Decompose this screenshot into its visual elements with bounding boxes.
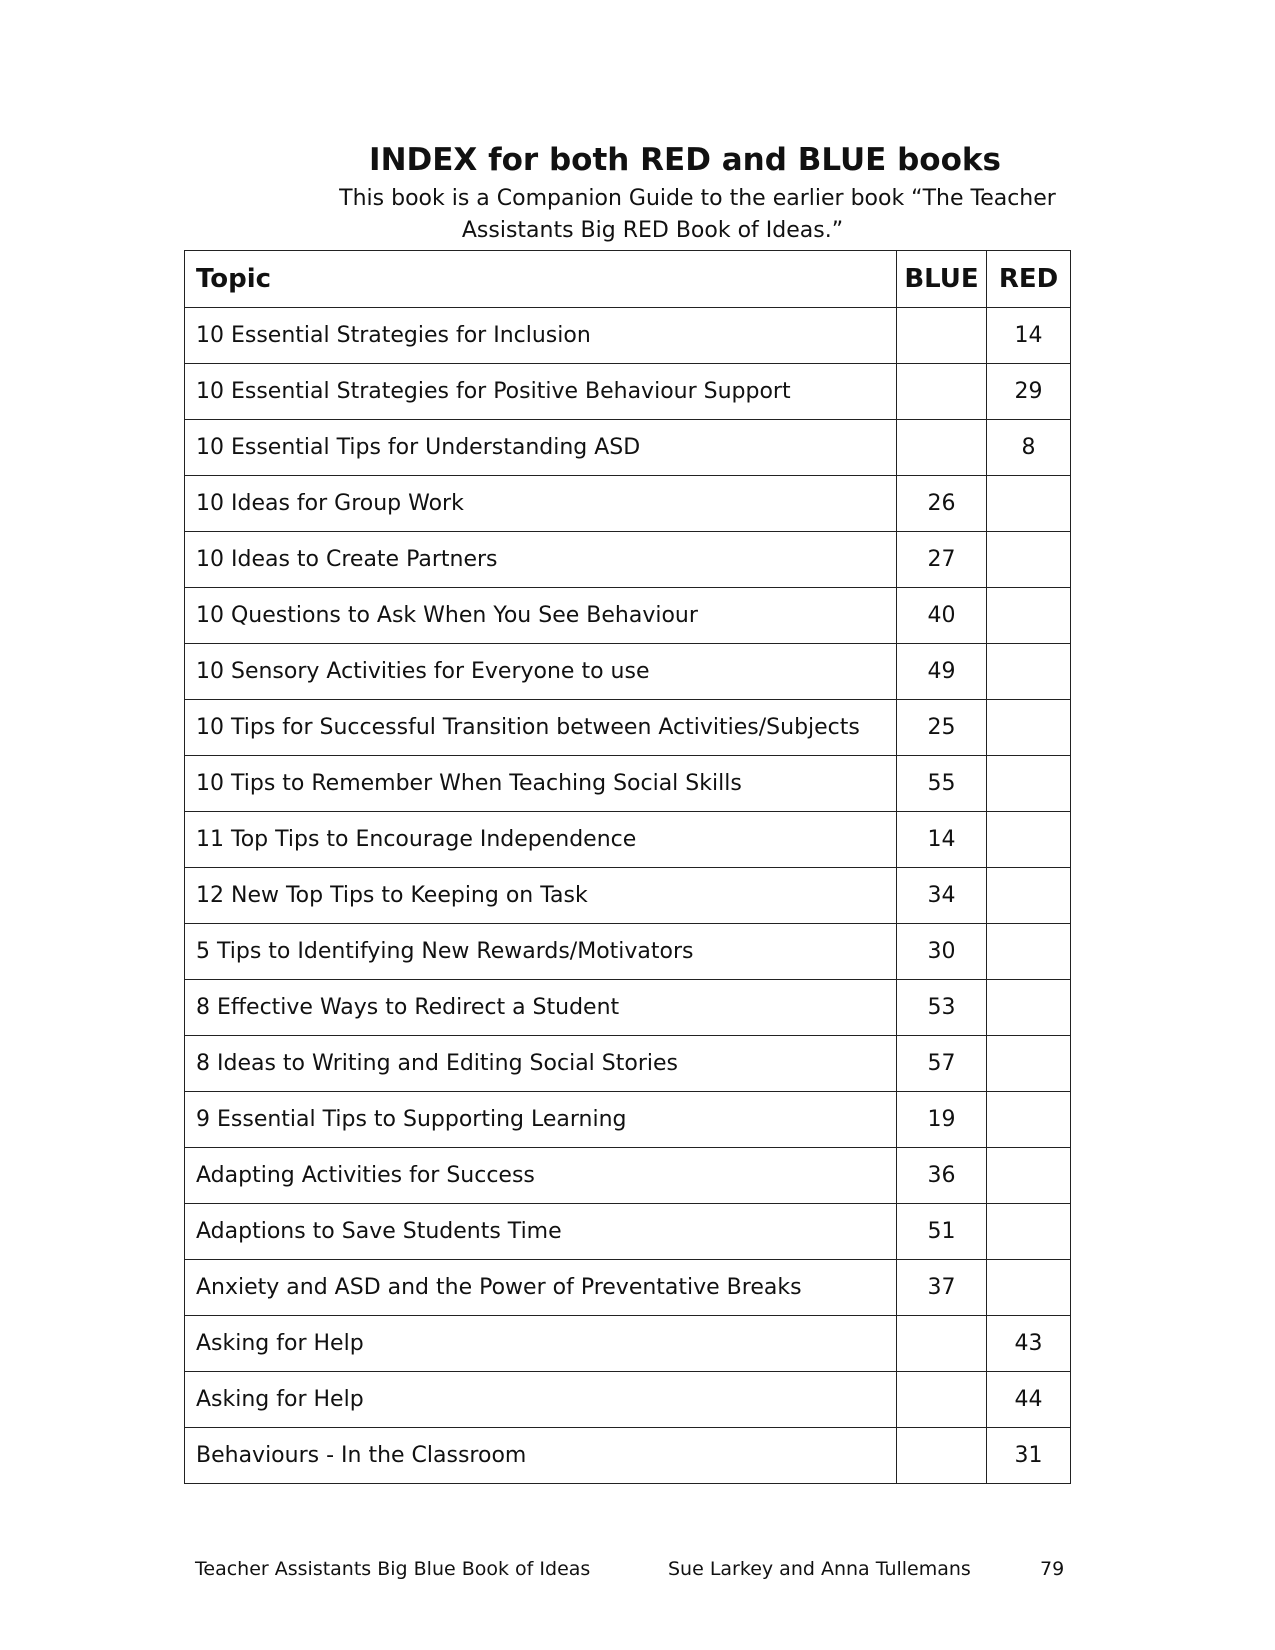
topic-cell: 10 Tips for Successful Transition between Activities/Subjects [185, 700, 897, 756]
blue-page-cell: 34 [897, 868, 987, 924]
blue-page-cell: 53 [897, 980, 987, 1036]
table-row [185, 532, 1071, 588]
topic-cell: Adaptions to Save Students Time [185, 1204, 897, 1260]
table-row [185, 1092, 1071, 1148]
table-row [185, 364, 1071, 420]
table-row [185, 420, 1071, 476]
table-row [185, 756, 1071, 812]
header-row [185, 251, 1071, 308]
red-page-cell [987, 532, 1071, 588]
table-row [185, 1148, 1071, 1204]
table-row [185, 1036, 1071, 1092]
topic-cell: 8 Effective Ways to Redirect a Student [185, 980, 897, 1036]
blue-page-cell: 55 [897, 756, 987, 812]
blue-page-cell: 26 [897, 476, 987, 532]
subtitle-line-1: This book is a Companion Guide to the earlier book “The Teacher [339, 186, 1056, 211]
topic-cell: 10 Essential Tips for Understanding ASD [185, 420, 897, 476]
red-page-cell [987, 1260, 1071, 1316]
topic-cell: 10 Questions to Ask When You See Behaviour [185, 588, 897, 644]
red-page-cell [987, 644, 1071, 700]
topic-cell: 10 Essential Strategies for Positive Behaviour Support [185, 364, 897, 420]
blue-page-cell: 49 [897, 644, 987, 700]
red-page-cell: 14 [987, 308, 1071, 364]
table-row [185, 1428, 1071, 1484]
column-header-topic: Topic [185, 251, 897, 308]
red-page-cell [987, 756, 1071, 812]
table-row [185, 700, 1071, 756]
footer-authors: Sue Larkey and Anna Tullemans [668, 1558, 971, 1580]
blue-page-cell: 27 [897, 532, 987, 588]
table-row [185, 924, 1071, 980]
topic-cell: 10 Tips to Remember When Teaching Social Skills [185, 756, 897, 812]
red-page-cell [987, 588, 1071, 644]
red-page-cell [987, 476, 1071, 532]
topic-cell: 10 Ideas for Group Work [185, 476, 897, 532]
topic-cell: 10 Essential Strategies for Inclusion [185, 308, 897, 364]
index-table-body [185, 308, 1071, 1484]
table-row [185, 1204, 1071, 1260]
blue-page-cell: 57 [897, 1036, 987, 1092]
red-page-cell [987, 1036, 1071, 1092]
topic-cell: 12 New Top Tips to Keeping on Task [185, 868, 897, 924]
footer-book-title: Teacher Assistants Big Blue Book of Ideas [195, 1558, 591, 1580]
red-page-cell: 31 [987, 1428, 1071, 1484]
table-row [185, 980, 1071, 1036]
red-page-cell: 8 [987, 420, 1071, 476]
blue-page-cell: 37 [897, 1260, 987, 1316]
red-page-cell [987, 700, 1071, 756]
column-header-red: RED [987, 251, 1071, 308]
blue-page-cell: 30 [897, 924, 987, 980]
blue-page-cell: 14 [897, 812, 987, 868]
topic-cell: Adapting Activities for Success [185, 1148, 897, 1204]
blue-page-cell: 40 [897, 588, 987, 644]
blue-page-cell: 36 [897, 1148, 987, 1204]
topic-cell: 8 Ideas to Writing and Editing Social Stories [185, 1036, 897, 1092]
index-table [184, 250, 1071, 1484]
table-row [185, 588, 1071, 644]
blue-page-cell [897, 308, 987, 364]
subtitle-line-2: Assistants Big RED Book of Ideas.” [461, 218, 844, 243]
column-header-blue: BLUE [897, 251, 987, 308]
blue-page-cell: 25 [897, 700, 987, 756]
red-page-cell [987, 812, 1071, 868]
blue-page-cell [897, 1316, 987, 1372]
topic-cell: 5 Tips to Identifying New Rewards/Motivators [185, 924, 897, 980]
table-row [185, 1260, 1071, 1316]
red-page-cell [987, 924, 1071, 980]
table-row [185, 1372, 1071, 1428]
red-page-cell: 44 [987, 1372, 1071, 1428]
topic-cell: 9 Essential Tips to Supporting Learning [185, 1092, 897, 1148]
blue-page-cell [897, 364, 987, 420]
blue-page-cell [897, 420, 987, 476]
topic-cell: Behaviours - In the Classroom [185, 1428, 897, 1484]
table-row [185, 1316, 1071, 1372]
blue-page-cell: 19 [897, 1092, 987, 1148]
blue-page-cell [897, 1428, 987, 1484]
table-row [185, 868, 1071, 924]
topic-cell: 11 Top Tips to Encourage Independence [185, 812, 897, 868]
red-page-cell [987, 868, 1071, 924]
topic-cell: 10 Sensory Activities for Everyone to use [185, 644, 897, 700]
red-page-cell: 29 [987, 364, 1071, 420]
table-row [185, 308, 1071, 364]
topic-cell: Anxiety and ASD and the Power of Preventative Breaks [185, 1260, 897, 1316]
red-page-cell [987, 1204, 1071, 1260]
red-page-cell [987, 1092, 1071, 1148]
page-title: INDEX for both RED and BLUE books [369, 142, 1001, 178]
red-page-cell [987, 980, 1071, 1036]
topic-cell: Asking for Help [185, 1372, 897, 1428]
table-row [185, 644, 1071, 700]
blue-page-cell: 51 [897, 1204, 987, 1260]
table-row [185, 476, 1071, 532]
red-page-cell [987, 1148, 1071, 1204]
footer-page-number: 79 [1040, 1558, 1065, 1580]
blue-page-cell [897, 1372, 987, 1428]
table-row [185, 812, 1071, 868]
topic-cell: 10 Ideas to Create Partners [185, 532, 897, 588]
red-page-cell: 43 [987, 1316, 1071, 1372]
topic-cell: Asking for Help [185, 1316, 897, 1372]
